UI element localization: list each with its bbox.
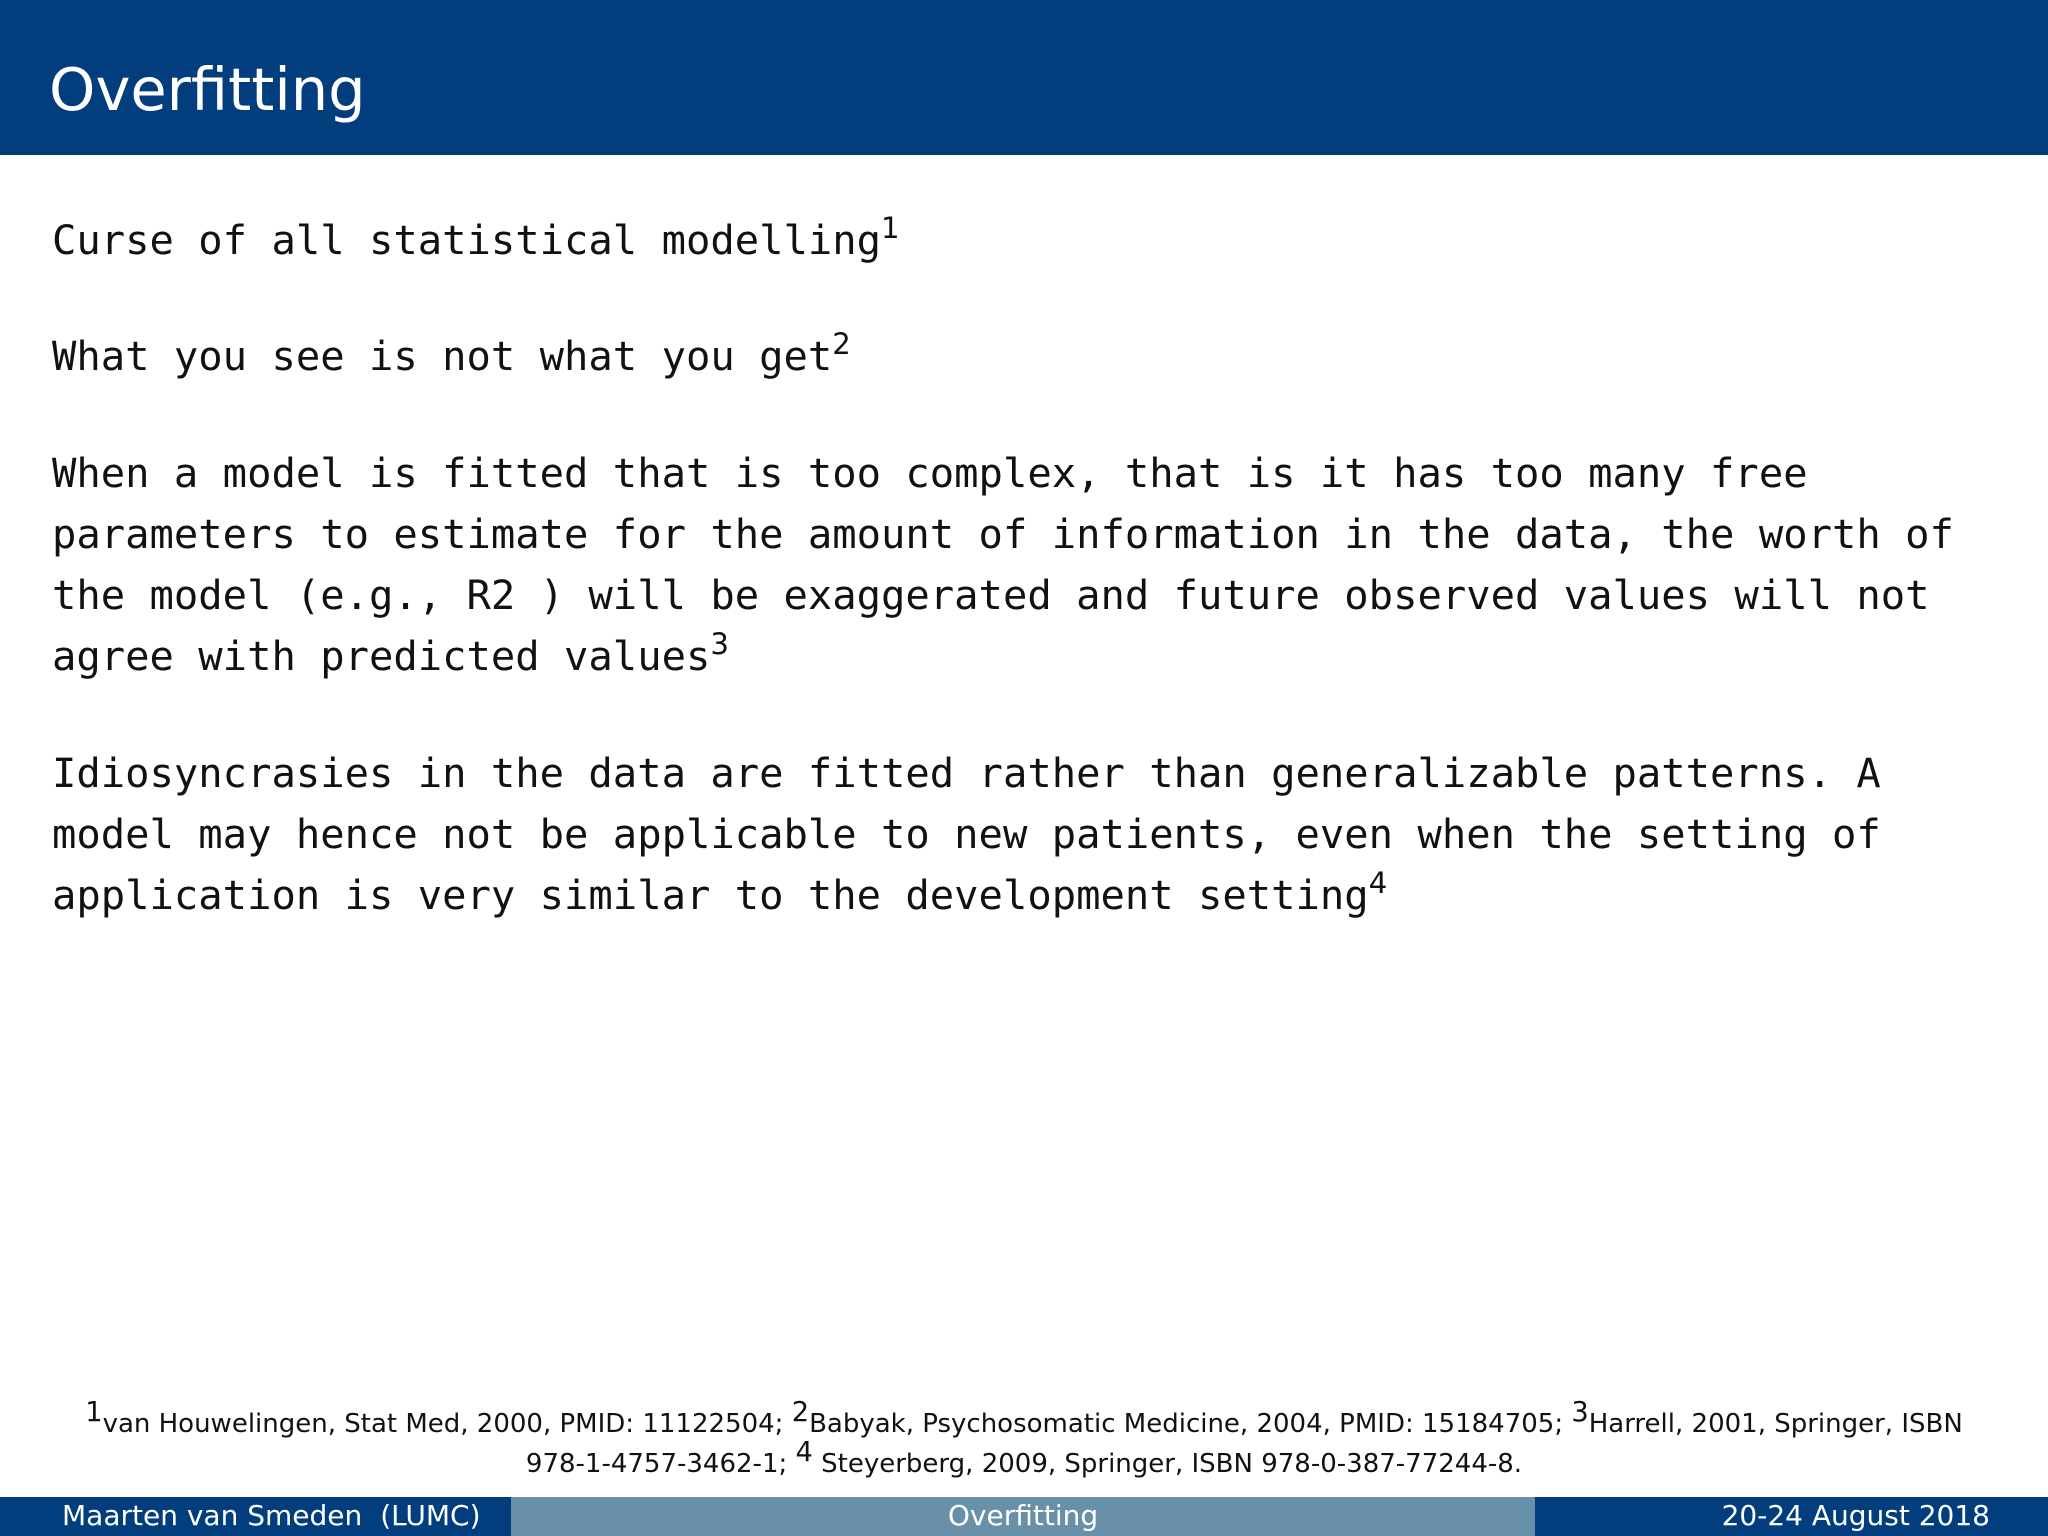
body-paragraph-idiosyncrasies bbox=[52, 743, 2012, 926]
footnote-number: 4 bbox=[795, 1437, 813, 1469]
footnote-1 bbox=[85, 1397, 784, 1439]
paragraph-text: Idiosyncrasies in the data are fitted rather than generalizable patterns. A model may hence not be applicable to new patients, even when the setting of application is very similar to the development setting bbox=[52, 749, 1881, 919]
slide-title: Overfitting bbox=[49, 55, 366, 124]
footer-date-section bbox=[1535, 1497, 2048, 1536]
slide-header bbox=[0, 0, 2048, 155]
paragraph-text: Curse of all statistical modelling bbox=[52, 216, 882, 264]
footer-institute: (LUMC) bbox=[380, 1499, 481, 1532]
footnote-number: 1 bbox=[85, 1397, 103, 1429]
footnote-text: Steyerberg, 2009, Springer, ISBN 978-0-387-77244-8. bbox=[812, 1449, 1523, 1479]
footnote-marker: 3 bbox=[710, 626, 729, 661]
paragraph-text: What you see is not what you get bbox=[52, 332, 833, 380]
footnotes bbox=[60, 1397, 1988, 1484]
paragraph-text: When a model is fitted that is too complex, that is it has too many free parameters to estimate for the amount of information in the data, the worth of the model (e.g., R2 ) will be exaggerated and future observed values will not agree with predicted values bbox=[52, 449, 1954, 680]
footnote-marker: 1 bbox=[881, 210, 900, 245]
body-paragraph-curse bbox=[52, 210, 2012, 271]
footer-title-section bbox=[511, 1497, 1535, 1536]
footer-title: Overfitting bbox=[947, 1499, 1099, 1532]
footnote-marker: 2 bbox=[832, 326, 851, 361]
footer-author: Maarten van Smeden bbox=[62, 1499, 363, 1532]
slide-body bbox=[52, 210, 2012, 982]
footnote-text: Harrell, 2001, Springer, ISBN 978-1-4757-3462-1; bbox=[525, 1409, 1963, 1479]
footnote-text: Babyak, Psychosomatic Medicine, 2004, PMID: 15184705; bbox=[809, 1409, 1564, 1439]
footer-date: 20-24 August 2018 bbox=[1721, 1499, 1990, 1532]
footnote-number: 3 bbox=[1571, 1397, 1589, 1429]
footnote-number: 2 bbox=[791, 1397, 810, 1429]
footnote-text: van Houwelingen, Stat Med, 2000, PMID: 11122504; bbox=[102, 1409, 784, 1439]
footnote-2 bbox=[791, 1397, 1564, 1439]
body-paragraph-wysiwyg bbox=[52, 326, 2012, 387]
footer-author-section bbox=[0, 1497, 511, 1536]
slide-footer bbox=[0, 1497, 2048, 1536]
footnote-4 bbox=[795, 1437, 1523, 1479]
body-paragraph-definition bbox=[52, 443, 2012, 687]
footnote-marker: 4 bbox=[1368, 865, 1388, 900]
